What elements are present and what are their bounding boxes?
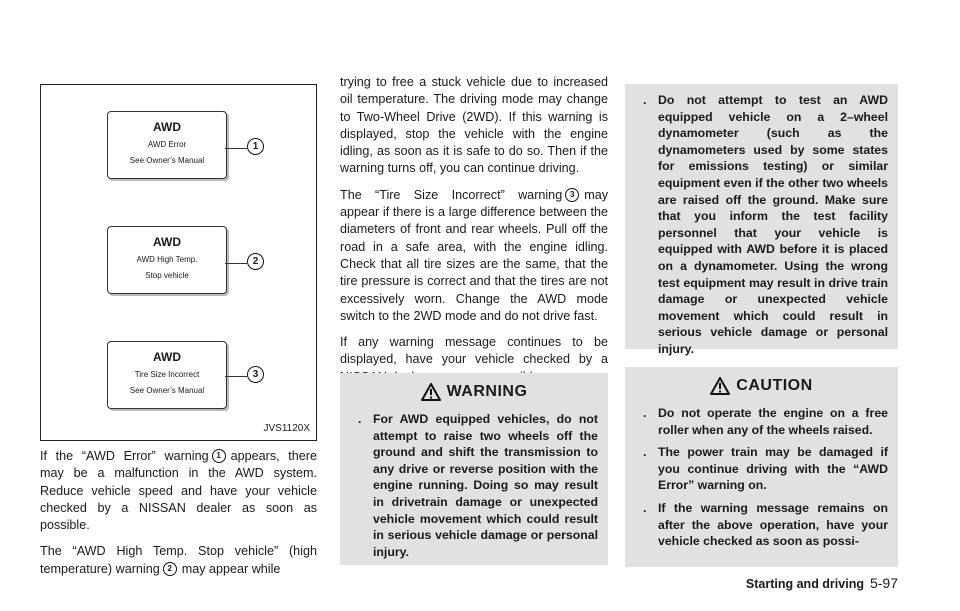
warning-triangle-icon: [421, 383, 441, 401]
text: Do not attempt to test an AWD equipped vehicle on a 2–wheel dynamometer (such as the dynamometers used by some states for emissions testing) or similar equipment even if the other two wheels are raised off the ground. Make sure that you inform the test facility personnel that your vehicle is equipped with AWD before it is placed on a dynamometer. Using the wrong test equipment may result in drive train damage or unexpected vehicle movement which could result in serious vehicle damage or personal injury.: [658, 93, 888, 356]
screen-message-line: AWD Error: [147, 140, 187, 149]
warning-triangle-icon: [710, 377, 730, 395]
bullet: .: [643, 93, 647, 107]
caution-heading: [625, 377, 898, 395]
text: For AWD equipped vehicles, do not attempt to raise two wheels off the ground and shift the transmission to any drive or reverse position with the engine running. Doing so may result in drivetrain damage or unexpected vehicle movement which could result in serious vehicle damage or personal injury.: [373, 412, 598, 559]
screen-message-line: See Owner’s Manual: [129, 156, 205, 165]
bullet: .: [643, 406, 647, 420]
display-screen-awd-high-temp: [107, 226, 227, 294]
list-item: [643, 500, 888, 550]
screen-title: AWD: [153, 235, 181, 249]
text: If the “AWD Error” warning: [40, 449, 209, 463]
paragraph: If any warning message continues to be displayed, have your vehicle checked by a: [340, 335, 608, 367]
list-item: [643, 405, 888, 438]
caution-list: [625, 405, 898, 550]
callout-leader-line: [225, 148, 247, 149]
column-1-text: [40, 448, 317, 587]
page-number: 5-97: [869, 575, 898, 591]
bullet: .: [358, 412, 362, 426]
paragraph: [340, 187, 608, 325]
callout-leader-line: [225, 263, 247, 264]
circled-number-icon: 3: [565, 188, 579, 202]
paragraph: [40, 448, 317, 534]
list-item: [643, 444, 888, 494]
callout-number: 2: [247, 253, 264, 270]
list-item: [643, 92, 888, 358]
text: The power train may be damaged if you continue driving with the “AWD Error” warning on.: [658, 445, 888, 493]
caution-heading-text: CAUTION: [736, 377, 813, 394]
display-screen-awd-error: [107, 111, 227, 179]
caution-box: [625, 367, 898, 567]
text: The “Tire Size Incorrect” warning: [340, 187, 563, 202]
screen-title: AWD: [153, 120, 181, 134]
screen-message-line: Tire Size Incorrect: [134, 370, 200, 379]
paragraph: trying to free a stuck vehicle due to increased oil temperature. The driving mode may change to Two-Wheel Drive (2WD). If this warning is displayed, stop the vehicle with the engine idling, as soon as it is safe to do so. Then if the warning turns off, you can continue driving.: [340, 75, 608, 176]
bullet: .: [643, 500, 647, 515]
text: Do not operate the engine on a free roller when any of the wheels raised.: [658, 406, 888, 437]
warning-box-continued: [625, 84, 898, 356]
circled-number-icon: 2: [163, 562, 177, 576]
text: may appear while: [181, 561, 281, 576]
display-screen-tire-size: [107, 341, 227, 409]
warning-heading: [340, 383, 608, 401]
text: If the warning message remains on after the above operation, have your vehicle checked as soon as possi-: [658, 500, 888, 549]
column-2-text: [340, 74, 608, 395]
screen-title: AWD: [153, 350, 181, 364]
paragraph: [40, 543, 317, 578]
screen-message-line: See Owner’s Manual: [129, 386, 205, 395]
warning-list: [340, 411, 608, 560]
warning-list: [625, 92, 898, 358]
list-item: [358, 411, 598, 560]
text: may appear if there is a large difference between the diameters of front and rear wheels. Pull off the road in a safe area, with the engine idling. Check that all tire sizes are the same, that the tire pressure is correct and that the tires are not excessively worn. Change the AWD mode switch to the 2WD mode and do not drive fast.: [340, 187, 608, 323]
warning-heading-text: WARNING: [446, 383, 528, 400]
awd-warning-figure: [40, 84, 317, 441]
warning-box: [340, 373, 608, 565]
callout-leader-line: [225, 376, 247, 377]
circled-number-icon: 1: [212, 449, 226, 463]
text: The “AWD High Temp. Stop vehicle” (high temperature) warning: [40, 544, 317, 576]
screen-message-line: AWD High Temp.: [136, 255, 198, 264]
page-footer: [746, 575, 898, 591]
figure-code: JVS1120X: [263, 423, 310, 434]
callout-number: 3: [247, 366, 264, 383]
bullet: .: [643, 445, 647, 460]
callout-number: 1: [247, 138, 264, 155]
section-title: Starting and driving: [745, 577, 864, 591]
screen-message-line: Stop vehicle: [145, 271, 189, 280]
text: appears, there may be a malfunction in the AWD system. Reduce vehicle speed and have your vehicle checked by a NISSAN dealer as soon as possible.: [40, 449, 318, 533]
